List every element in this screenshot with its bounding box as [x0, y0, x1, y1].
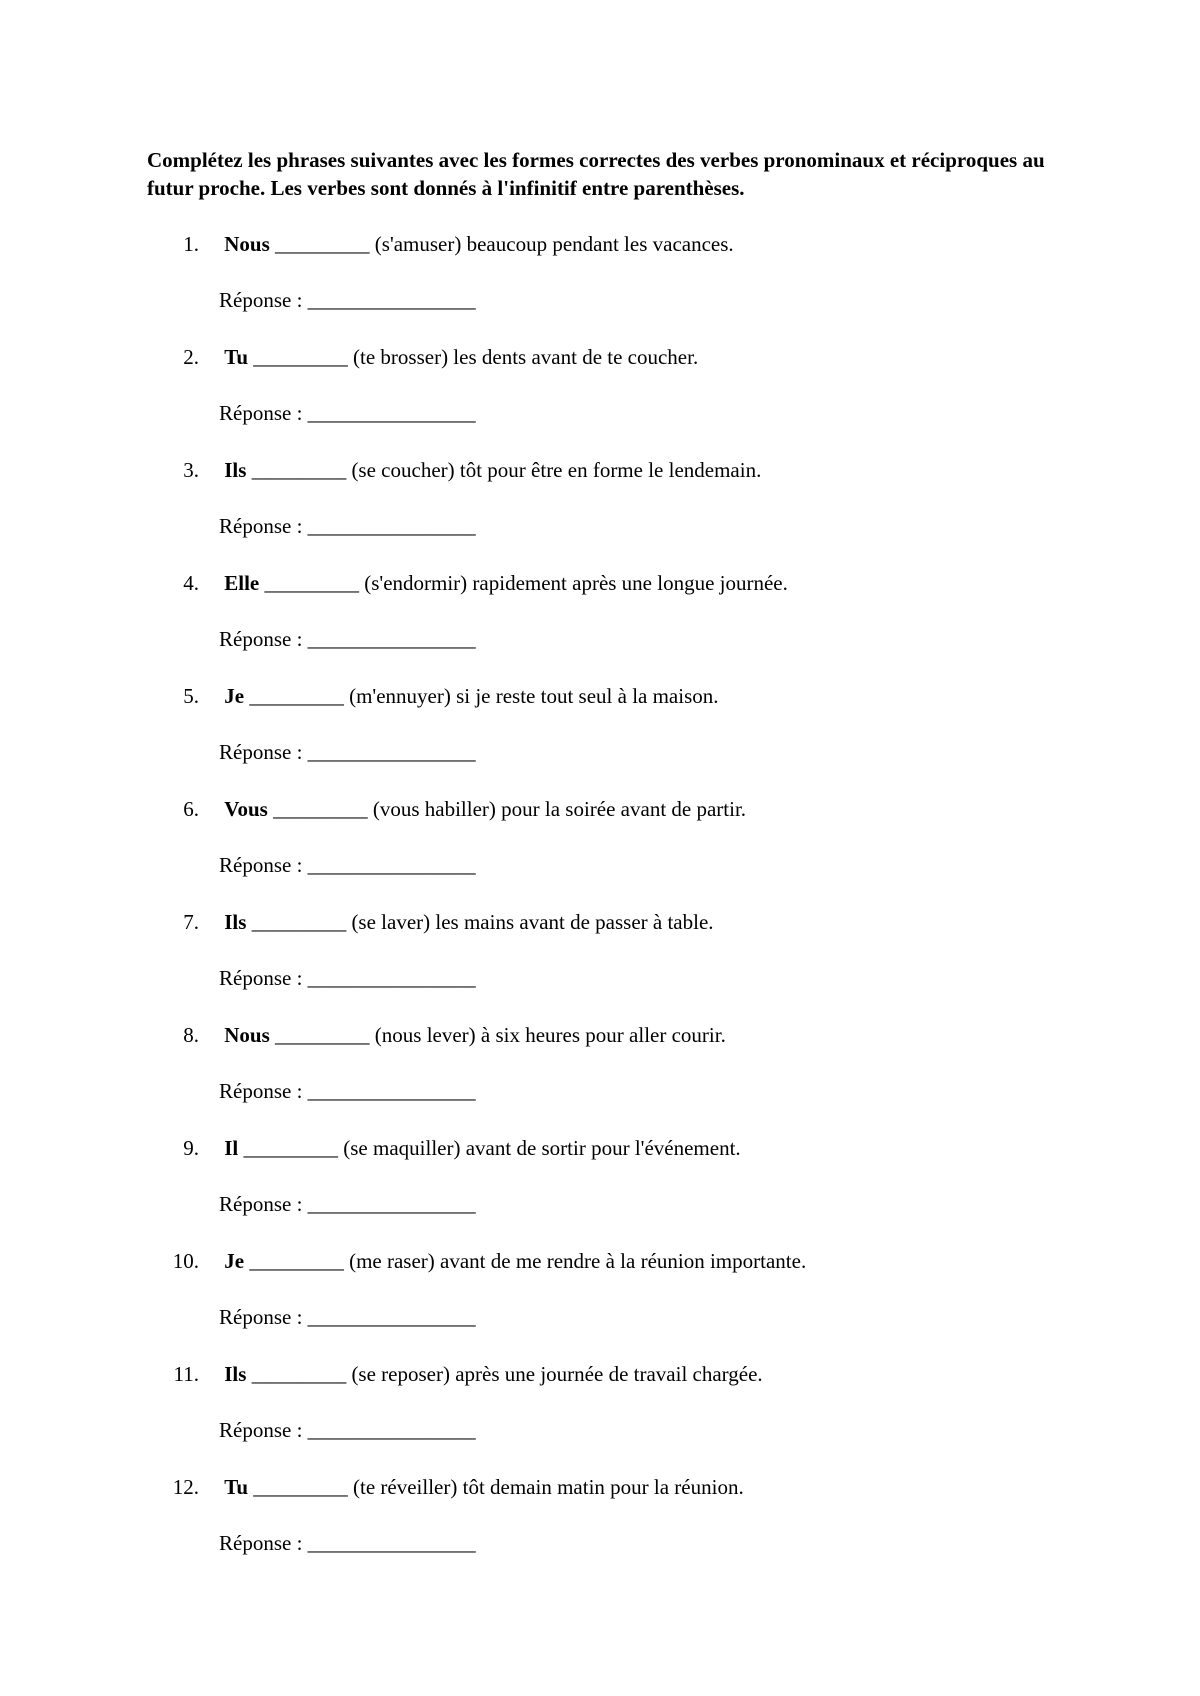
- item-subject: Vous: [224, 797, 268, 821]
- answer-line: [219, 1303, 476, 1331]
- question-line: [147, 1021, 726, 1049]
- question-line: [147, 1247, 806, 1275]
- item-number: 12.: [172, 1475, 199, 1499]
- answer-line: [219, 1190, 476, 1218]
- answer-blank: ________________: [307, 740, 476, 764]
- fill-blank: _________: [243, 1136, 339, 1160]
- item-number: 5.: [183, 684, 199, 708]
- answer-label: Réponse :: [219, 1192, 303, 1216]
- answer-line: [219, 738, 476, 766]
- answer-blank: ________________: [307, 1305, 476, 1329]
- answer-label: Réponse :: [219, 1305, 303, 1329]
- item-verb-clause: (se reposer) après une journée de travail chargée.: [351, 1362, 763, 1386]
- question-line: [147, 908, 714, 936]
- item-verb-clause: (m'ennuyer) si je reste tout seul à la maison.: [349, 684, 719, 708]
- question-line: [147, 1473, 744, 1501]
- answer-label: Réponse :: [219, 401, 303, 425]
- question-line: [147, 569, 788, 597]
- item-number: 3.: [183, 458, 199, 482]
- exercise-item: [147, 230, 1107, 343]
- item-subject: Je: [224, 1249, 245, 1273]
- exercise-item: [147, 456, 1107, 569]
- answer-label: Réponse :: [219, 966, 303, 990]
- item-number: 6.: [183, 797, 199, 821]
- exercise-item: [147, 908, 1107, 1021]
- item-number: 1.: [183, 232, 199, 256]
- fill-blank: _________: [264, 571, 359, 595]
- item-subject: Nous: [224, 1023, 270, 1047]
- question-line: [147, 230, 734, 258]
- item-subject: Tu: [224, 1475, 249, 1499]
- answer-blank: ________________: [307, 853, 476, 877]
- item-verb-clause: (me raser) avant de me rendre à la réunion importante.: [349, 1249, 807, 1273]
- answer-label: Réponse :: [219, 853, 303, 877]
- answer-label: Réponse :: [219, 514, 303, 538]
- exercise-list: [147, 230, 1107, 1586]
- answer-blank: ________________: [307, 1531, 476, 1555]
- item-subject: Nous: [224, 232, 270, 256]
- question-line: [147, 682, 719, 710]
- question-line: [147, 1134, 741, 1162]
- exercise-item: [147, 682, 1107, 795]
- answer-label: Réponse :: [219, 1418, 303, 1442]
- answer-line: [219, 399, 476, 427]
- answer-label: Réponse :: [219, 627, 303, 651]
- answer-blank: ________________: [307, 1192, 476, 1216]
- exercise-item: [147, 1473, 1107, 1586]
- fill-blank: _________: [275, 232, 370, 256]
- item-verb-clause: (vous habiller) pour la soirée avant de partir.: [372, 797, 747, 821]
- fill-blank: _________: [253, 1475, 348, 1499]
- answer-line: [219, 625, 476, 653]
- item-subject: Ils: [224, 1362, 247, 1386]
- item-verb-clause: (se coucher) tôt pour être en forme le lendemain.: [351, 458, 762, 482]
- item-verb-clause: (s'amuser) beaucoup pendant les vacances.: [374, 232, 734, 256]
- item-verb-clause: (s'endormir) rapidement après une longue journée.: [364, 571, 788, 595]
- instructions: Complétez les phrases suivantes avec les formes correctes des verbes pronominaux et réciproques au futur proche. Les verbes sont donnés à l'infinitif entre parenthèses.: [147, 148, 1045, 200]
- exercise-item: [147, 569, 1107, 682]
- fill-blank: _________: [273, 797, 368, 821]
- answer-label: Réponse :: [219, 1531, 303, 1555]
- question-line: [147, 456, 761, 484]
- question-line: [147, 1360, 763, 1388]
- answer-line: [219, 1416, 476, 1444]
- answer-blank: ________________: [307, 966, 476, 990]
- answer-line: [219, 286, 476, 314]
- item-verb-clause: (te brosser) les dents avant de te coucher.: [353, 345, 699, 369]
- exercise-item: [147, 1360, 1107, 1473]
- item-number: 9.: [183, 1136, 199, 1160]
- item-subject: Ils: [224, 458, 247, 482]
- answer-line: [219, 1077, 476, 1105]
- answer-blank: ________________: [307, 401, 476, 425]
- item-subject: Ils: [224, 910, 247, 934]
- answer-label: Réponse :: [219, 740, 303, 764]
- answer-line: [219, 512, 476, 540]
- answer-blank: ________________: [307, 1079, 476, 1103]
- answer-label: Réponse :: [219, 288, 303, 312]
- item-subject: Il: [224, 1136, 239, 1160]
- item-number: 2.: [183, 345, 199, 369]
- answer-label: Réponse :: [219, 1079, 303, 1103]
- item-verb-clause: (se laver) les mains avant de passer à table.: [351, 910, 714, 934]
- item-number: 7.: [183, 910, 199, 934]
- fill-blank: _________: [249, 1249, 344, 1273]
- item-number: 10.: [172, 1249, 199, 1273]
- exercise-item: [147, 343, 1107, 456]
- exercise-item: [147, 795, 1107, 908]
- answer-blank: ________________: [307, 288, 476, 312]
- item-number: 8.: [183, 1023, 199, 1047]
- exercise-item: [147, 1134, 1107, 1247]
- fill-blank: _________: [249, 684, 344, 708]
- answer-blank: ________________: [307, 627, 476, 651]
- question-line: [147, 795, 746, 823]
- question-line: [147, 343, 698, 371]
- answer-line: [219, 851, 476, 879]
- fill-blank: _________: [253, 345, 348, 369]
- item-subject: Elle: [224, 571, 260, 595]
- item-subject: Je: [224, 684, 245, 708]
- item-subject: Tu: [224, 345, 249, 369]
- exercise-item: [147, 1021, 1107, 1134]
- item-verb-clause: (te réveiller) tôt demain matin pour la réunion.: [353, 1475, 744, 1499]
- item-verb-clause: (nous lever) à six heures pour aller courir.: [374, 1023, 726, 1047]
- item-number: 4.: [183, 571, 199, 595]
- answer-line: [219, 1529, 476, 1557]
- fill-blank: _________: [275, 1023, 370, 1047]
- item-verb-clause: (se maquiller) avant de sortir pour l'événement.: [343, 1136, 741, 1160]
- answer-blank: ________________: [307, 514, 476, 538]
- exercise-item: [147, 1247, 1107, 1360]
- item-number: 11.: [173, 1362, 199, 1386]
- fill-blank: _________: [251, 910, 347, 934]
- answer-blank: ________________: [307, 1418, 476, 1442]
- fill-blank: _________: [251, 1362, 347, 1386]
- answer-line: [219, 964, 476, 992]
- fill-blank: _________: [251, 458, 347, 482]
